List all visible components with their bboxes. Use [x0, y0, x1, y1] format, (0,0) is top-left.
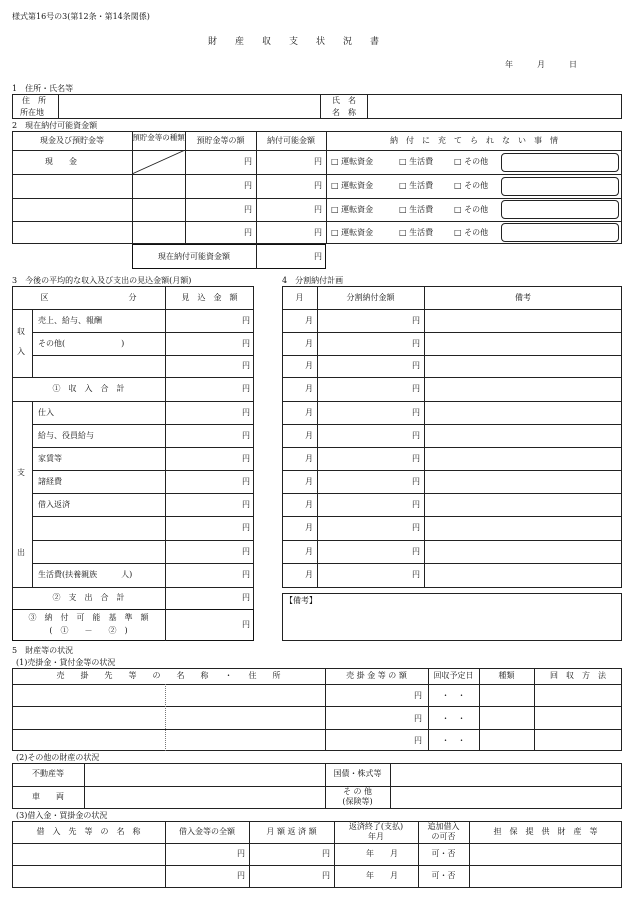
- checkbox-living-expenses[interactable]: □ 生活費: [399, 228, 434, 237]
- yen-unit[interactable]: 円: [242, 454, 250, 463]
- yen-unit[interactable]: 円: [242, 593, 250, 602]
- yen-unit[interactable]: 円: [242, 316, 250, 325]
- checkbox-operating-funds[interactable]: □ 運転資金: [331, 181, 374, 190]
- col-collateral: 担 保 提 供 財 産 等: [493, 827, 598, 836]
- col-type: 種類: [498, 671, 515, 680]
- section-4-title: 4 分割納付計画: [282, 276, 344, 285]
- receivables-subtitle: (1)売掛金・貸付金等の状況: [16, 658, 116, 667]
- yen-unit[interactable]: 円: [242, 431, 250, 440]
- name-input[interactable]: [369, 96, 619, 117]
- remarks-box[interactable]: [282, 593, 622, 641]
- col-debtor-name-address: 売 掛 先 等 の 名 称 ・ 住 所: [56, 671, 281, 680]
- yen-unit[interactable]: 円: [322, 871, 330, 880]
- yen-unit[interactable]: 円: [412, 339, 420, 348]
- vehicle-label: 車 両: [32, 792, 64, 801]
- col-month: 月: [295, 293, 304, 302]
- checkbox-operating-funds[interactable]: □ 運転資金: [331, 157, 374, 166]
- yen-unit: 円: [244, 205, 252, 214]
- yen-unit[interactable]: 円: [412, 384, 420, 393]
- yen-unit[interactable]: 円: [412, 477, 420, 486]
- corp-name-label: 名 称: [332, 108, 356, 117]
- checkbox-living-expenses[interactable]: □ 生活費: [399, 181, 434, 190]
- yen-unit[interactable]: 円: [242, 523, 250, 532]
- date-dots[interactable]: ・ ・: [441, 736, 466, 745]
- year-month[interactable]: 年 月: [366, 849, 398, 858]
- yen-unit: 円: [244, 181, 252, 190]
- yes-no-option[interactable]: 可・否: [431, 849, 456, 858]
- yen-unit[interactable]: 円: [412, 361, 420, 370]
- checkbox-other[interactable]: □ その他: [454, 205, 489, 214]
- other-label: そ の 他: [342, 787, 373, 796]
- yen-unit[interactable]: 円: [242, 570, 250, 579]
- yes-no-option[interactable]: 可・否: [431, 871, 456, 880]
- col-collection-method: 回 収 方 法: [550, 671, 606, 680]
- cash-label: 現 金: [45, 157, 77, 166]
- income-item: 売上、給与、報酬: [38, 316, 102, 325]
- yen-unit[interactable]: 円: [322, 849, 330, 858]
- yen-unit[interactable]: 円: [242, 547, 250, 556]
- income-total-label: ① 収 入 合 計: [52, 384, 125, 393]
- month-unit[interactable]: 月: [305, 477, 313, 486]
- yen-unit[interactable]: 円: [242, 477, 250, 486]
- yen-unit: 円: [314, 205, 322, 214]
- payable-base-label: ③ 納 付 可 能 基 準 額: [28, 613, 149, 622]
- yen-unit[interactable]: 円: [414, 691, 422, 700]
- address-input[interactable]: [60, 96, 318, 117]
- expense-item: 借入返済: [38, 500, 70, 509]
- col-lender-name: 借 入 先 等 の 名 称: [36, 827, 141, 836]
- reason-detail-box[interactable]: [501, 223, 619, 242]
- yen-unit[interactable]: 円: [242, 339, 250, 348]
- reason-detail-box[interactable]: [501, 153, 619, 172]
- yen-unit[interactable]: 円: [412, 547, 420, 556]
- month-unit[interactable]: 月: [305, 361, 313, 370]
- yen-unit[interactable]: 円: [412, 316, 420, 325]
- section-2-title: 2 現在納付可能資金額: [12, 121, 98, 130]
- month-unit[interactable]: 月: [305, 431, 313, 440]
- document-title: 財 産 収 支 状 況 書: [208, 37, 380, 47]
- checkbox-living-expenses[interactable]: □ 生活費: [399, 205, 434, 214]
- expense-item: 仕入: [38, 408, 54, 417]
- yen-unit: 円: [314, 157, 322, 166]
- month-unit[interactable]: 月: [305, 316, 313, 325]
- name-label: 氏 名: [332, 96, 356, 105]
- location-label: 所在地: [20, 108, 44, 117]
- month-unit[interactable]: 月: [305, 408, 313, 417]
- yen-unit[interactable]: 円: [412, 523, 420, 532]
- month-unit[interactable]: 月: [305, 547, 313, 556]
- col-repayment-end-ym: 年月: [368, 832, 384, 841]
- yen-unit[interactable]: 円: [412, 454, 420, 463]
- month-unit[interactable]: 月: [305, 339, 313, 348]
- yen-unit[interactable]: 円: [237, 849, 245, 858]
- expense-label: 支出: [17, 468, 25, 557]
- yen-unit[interactable]: 円: [412, 500, 420, 509]
- expense-total-label: ② 支 出 合 計: [52, 593, 125, 602]
- yen-unit[interactable]: 円: [242, 500, 250, 509]
- expense-item: 生活費(扶養親族 人): [38, 570, 133, 579]
- month-unit[interactable]: 月: [305, 384, 313, 393]
- section-5-title: 5 財産等の状況: [12, 646, 74, 655]
- year-month[interactable]: 年 月: [366, 871, 398, 880]
- checkbox-operating-funds[interactable]: □ 運転資金: [331, 205, 374, 214]
- col-receivable-amount: 売 掛 金 等 の 額: [346, 671, 407, 680]
- checkbox-other[interactable]: □ その他: [454, 228, 489, 237]
- payable-base-formula: ( ① － ② ): [49, 626, 128, 635]
- yen-unit[interactable]: 円: [314, 252, 322, 261]
- expense-item: 家賃等: [38, 454, 62, 463]
- col-installment-amount: 分割納付金額: [346, 293, 395, 302]
- date-dots[interactable]: ・ ・: [441, 714, 466, 723]
- remarks-label: 【備考】: [285, 596, 317, 605]
- checkbox-other[interactable]: □ その他: [454, 181, 489, 190]
- expense-item: 給与、役員給与: [38, 431, 94, 440]
- yen-unit: 円: [314, 181, 322, 190]
- securities-label: 国債・株式等: [333, 769, 382, 778]
- date-field[interactable]: 年 月 日: [505, 60, 577, 69]
- income-item: その他( ): [38, 339, 125, 348]
- yen-unit[interactable]: 円: [237, 871, 245, 880]
- month-unit[interactable]: 月: [305, 454, 313, 463]
- yen-unit: 円: [244, 228, 252, 237]
- col-loan-total: 借入金等の全額: [179, 827, 235, 836]
- diagonal-slash: [132, 150, 185, 174]
- col-deposit-amount: 預貯金等の額: [196, 136, 245, 145]
- date-dots[interactable]: ・ ・: [441, 691, 466, 700]
- yen-unit[interactable]: 円: [412, 408, 420, 417]
- expense-item: 諸経費: [38, 477, 62, 486]
- section-1-title: 1 住所・氏名等: [12, 84, 74, 93]
- col-payable-amount: 納付可能金額: [267, 136, 315, 145]
- receivables-table: [12, 668, 622, 751]
- checkbox-other[interactable]: □ その他: [454, 157, 489, 166]
- col-category: 区 分: [40, 293, 137, 302]
- loans-subtitle: (3)借入金・買掛金の状況: [16, 811, 108, 820]
- checkbox-operating-funds[interactable]: □ 運転資金: [331, 228, 374, 237]
- yen-unit[interactable]: 円: [242, 384, 250, 393]
- col-cash-deposits: 現金及び預貯金等: [40, 136, 104, 145]
- month-unit[interactable]: 月: [305, 523, 313, 532]
- insurance-label: (保険等): [342, 797, 373, 806]
- yen-unit: 円: [244, 157, 252, 166]
- yen-unit[interactable]: 円: [412, 431, 420, 440]
- col-repayment-end: 返済終了(支払): [348, 822, 404, 831]
- yen-unit: 円: [314, 228, 322, 237]
- col-estimated-amount: 見 込 金 額: [181, 293, 238, 302]
- yen-unit[interactable]: 円: [412, 570, 420, 579]
- month-unit[interactable]: 月: [305, 570, 313, 579]
- address-label: 住 所: [22, 96, 46, 105]
- col-additional-loan-possible: の可否: [431, 832, 456, 841]
- checkbox-living-expenses[interactable]: □ 生活費: [399, 157, 434, 166]
- col-monthly-repayment: 月 額 返 済 額: [266, 827, 317, 836]
- other-assets-subtitle: (2)その他の財産の状況: [16, 753, 100, 762]
- real-estate-label: 不動産等: [32, 769, 64, 778]
- col-notes: 備考: [515, 293, 531, 302]
- col-additional-loan: 追加借入: [427, 822, 460, 831]
- yen-unit[interactable]: 円: [414, 714, 422, 723]
- income-label: 収入: [17, 327, 25, 356]
- col-deposit-type: 預貯金等の種類: [132, 133, 185, 142]
- total-payable-label: 現在納付可能資金額: [158, 252, 230, 261]
- reason-detail-box[interactable]: [501, 177, 619, 196]
- col-collection-date: 回収予定日: [433, 671, 474, 680]
- col-reasons: 納 付 に 充 て ら れ な い 事 情: [390, 136, 558, 145]
- reason-detail-box[interactable]: [501, 200, 619, 219]
- section-3-title: 3 今後の平均的な収入及び支出の見込金額(月額): [12, 276, 192, 285]
- form-number: 様式第16号の3(第12条・第14条関係): [12, 12, 150, 21]
- month-unit[interactable]: 月: [305, 500, 313, 509]
- yen-unit[interactable]: 円: [242, 620, 250, 629]
- yen-unit[interactable]: 円: [242, 408, 250, 417]
- yen-unit[interactable]: 円: [242, 361, 250, 370]
- yen-unit[interactable]: 円: [414, 736, 422, 745]
